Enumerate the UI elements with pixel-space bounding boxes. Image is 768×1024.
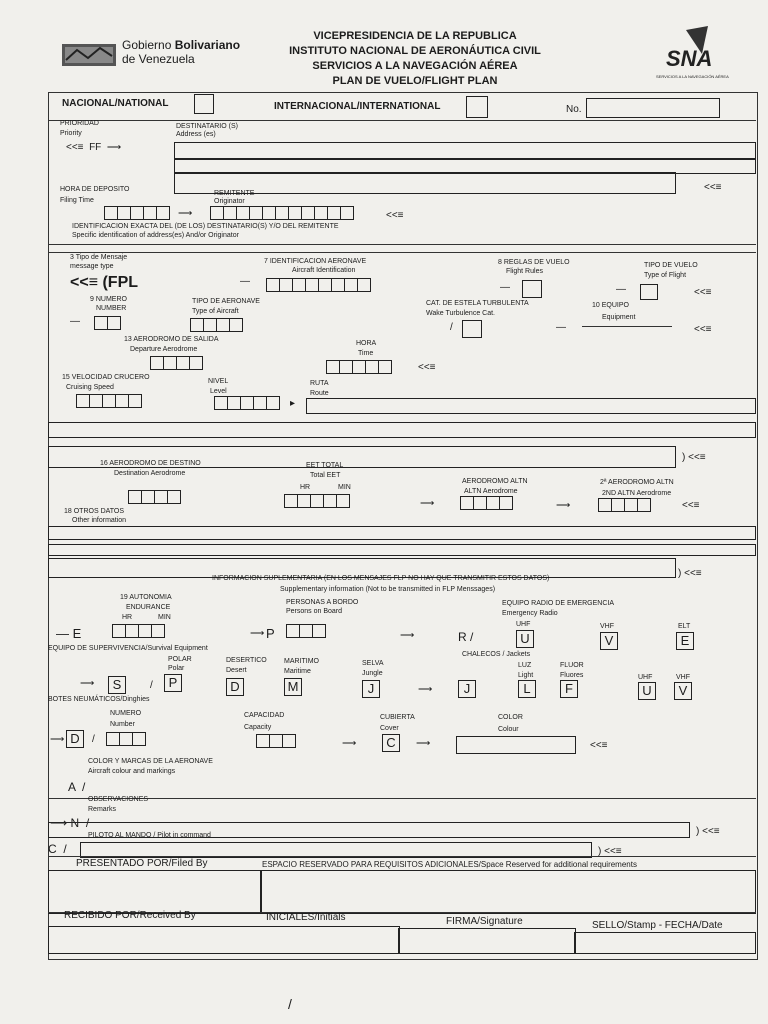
filed-by-label: PRESENTADO POR/Filed By	[76, 858, 208, 869]
title-line4: PLAN DE VUELO/FLIGHT PLAN	[332, 75, 498, 87]
radio-prefix: R /	[458, 630, 474, 644]
spec-label-en: Specific identification of address(es) And/or Originator	[72, 232, 239, 239]
originator-cells[interactable]	[210, 206, 353, 222]
survival-s-box[interactable]: S	[108, 676, 126, 694]
radio-elt-box[interactable]: E	[676, 632, 694, 650]
flight-type-box[interactable]	[640, 284, 658, 300]
altn-label: AERODROMO ALTN	[462, 478, 528, 485]
wake-label-en: Wake Turbulence Cat.	[426, 310, 495, 317]
number-label-9: 9 NUMERO	[90, 296, 127, 303]
aircraft-type-label-en: Type of Aircraft	[192, 308, 239, 315]
cover-label: CUBIERTA	[380, 714, 415, 721]
endurance-min: MIN	[158, 614, 171, 621]
gov-line2: de Venezuela	[122, 52, 195, 66]
route-label-en: Route	[310, 390, 329, 397]
equipment-label-en: Equipment	[602, 314, 636, 321]
speed-cells[interactable]	[76, 394, 141, 410]
desert-label-en: Desert	[226, 667, 247, 674]
radio-label-en: Emergency Radio	[502, 610, 558, 617]
endurance-label: 19 AUTONOMIA	[120, 594, 172, 601]
route-field-2[interactable]	[48, 422, 756, 438]
endurance-hr: HR	[122, 614, 133, 621]
desert-label: DESERTICO	[226, 657, 267, 664]
radio-vhf-label: VHF	[600, 623, 614, 630]
departure-cells[interactable]	[150, 356, 202, 372]
time-cells[interactable]	[326, 360, 391, 376]
stamp-label: SELLO/Stamp - FECHA/Date	[592, 920, 723, 931]
initials-label: INICIALES/Initials	[266, 912, 346, 923]
reserved-label: ESPACIO RESERVADO PARA REQUISITOS ADICIONALES/Space Reserved for additional requirements	[262, 860, 637, 869]
maritime-label: MARITIMO	[284, 658, 319, 665]
light-label-en: Light	[518, 672, 534, 679]
time-label: HORA	[356, 340, 377, 347]
cover-label-en: Cover	[380, 725, 399, 732]
priority-label-en: Priority	[60, 130, 82, 137]
svg-text:SNA: SNA	[666, 46, 713, 71]
other-info-field-1[interactable]	[48, 526, 756, 540]
light-box[interactable]: L	[518, 680, 536, 698]
aircraft-type-label: TIPO DE AERONAVE	[192, 298, 260, 305]
pilot-prefix: C /	[48, 842, 67, 856]
polar-label: POLAR	[168, 656, 192, 663]
addressee-label: DESTINATARIO (S)	[176, 123, 238, 130]
priority-label: PRIORIDAD	[60, 120, 99, 127]
jacket-vhf-box[interactable]: V	[674, 682, 692, 700]
other-info-label: 18 OTROS DATOS	[64, 508, 125, 515]
jungle-label: SELVA	[362, 660, 384, 667]
radio-uhf-label: UHF	[516, 621, 531, 628]
title-line1: VICEPRESIDENCIA DE LA REPUBLICA	[313, 30, 517, 42]
jacket-vhf-label: VHF	[676, 674, 690, 681]
altn2-label-en: 2ND ALTN Aerodrome	[602, 490, 672, 497]
destination-label-en: Destination Aerodrome	[114, 470, 186, 477]
aircraft-id-label: 7 IDENTIFICACION AERONAVE	[264, 258, 367, 265]
other-info-label-en: Other information	[72, 517, 127, 524]
jungle-box[interactable]: J	[362, 680, 380, 698]
other-info-field-2[interactable]	[48, 544, 756, 556]
flight-type-label: TIPO DE VUELO	[644, 262, 698, 269]
pob-cells[interactable]	[286, 624, 325, 640]
flight-rules-box[interactable]	[522, 280, 542, 298]
radio-label: EQUIPO RADIO DE EMERGENCIA	[502, 600, 615, 607]
endurance-prefix: — E	[56, 626, 82, 641]
survival-label: EQUIPO DE SUPERVIVENCIA/Survival Equipment	[48, 645, 208, 652]
colour-field[interactable]	[456, 736, 576, 754]
cover-box[interactable]: C	[382, 734, 400, 752]
light-label: LUZ	[518, 662, 532, 669]
equipment-line[interactable]	[582, 326, 672, 327]
received-by-field[interactable]	[48, 926, 400, 954]
jacket-uhf-box[interactable]: U	[638, 682, 656, 700]
signature-label: FIRMA/Signature	[446, 916, 523, 927]
number-label: No.	[566, 104, 582, 115]
jackets-box[interactable]: J	[458, 680, 476, 698]
filing-time-label-en: Filing Time	[60, 197, 94, 204]
filing-time-label: HORA DE DEPOSITO	[60, 186, 130, 193]
filed-by-field[interactable]	[48, 870, 262, 914]
pilot-label: PILOTO AL MANDO / Pilot in command	[88, 832, 211, 839]
maritime-box[interactable]: M	[284, 678, 302, 696]
aircraft-type-cells[interactable]	[190, 318, 242, 334]
capacity-label-en: Capacity	[244, 724, 272, 731]
eet-label: EET TOTAL	[306, 462, 344, 469]
national-label: NACIONAL/NATIONAL	[62, 98, 169, 109]
jackets-label: CHALECOS / Jackets	[462, 651, 531, 658]
addressee-label-en: Address (es)	[176, 131, 216, 138]
radio-elt-label: ELT	[678, 623, 691, 630]
eet-min: MIN	[338, 484, 351, 491]
remarks-label: OBSERVACIONES	[88, 796, 149, 803]
level-cells[interactable]	[214, 396, 279, 412]
speed-label-en: Cruising Speed	[66, 384, 114, 391]
sna-logo	[646, 24, 736, 78]
flight-type-label-en: Type of Flight	[644, 272, 687, 279]
reserved-field[interactable]	[260, 870, 756, 914]
dinghies-number-label-en: Number	[110, 721, 135, 728]
aircraft-colour-label: COLOR Y MARCAS DE LA AERONAVE	[88, 758, 213, 765]
eet-cells[interactable]	[284, 494, 349, 510]
radio-uhf-box[interactable]: U	[516, 630, 534, 648]
wake-label: CAT. DE ESTELA TURBULENTA	[426, 300, 529, 307]
altn-label-en: ALTN Aerodrome	[464, 488, 518, 495]
pob-letter: P	[266, 626, 275, 641]
pen-mark: /	[288, 996, 292, 1012]
msg-type-label: 3 Tipo de Mensaje	[70, 254, 128, 261]
government-logo	[62, 40, 116, 68]
sna-subtitle: SERVICIOS A LA NAVEGACIÓN AÉREA	[656, 74, 729, 79]
aircraft-colour-label-en: Aircraft colour and markings	[88, 768, 176, 775]
colour-label: COLOR	[498, 714, 523, 721]
international-checkbox[interactable]	[466, 96, 488, 118]
level-label-en: Level	[210, 388, 227, 395]
jungle-label-en: Jungle	[362, 670, 383, 677]
eet-label-en: Total EET	[310, 472, 341, 479]
ff-line: <<≡ FF ⟶	[66, 142, 122, 153]
remarks-label-en: Remarks	[88, 806, 117, 813]
flight-rules-label: 8 REGLAS DE VUELO	[498, 259, 570, 266]
remarks-prefix: ⟶ N /	[50, 816, 90, 830]
dinghies-d-box[interactable]: D	[66, 730, 84, 748]
dinghies-number-label: NUMERO	[110, 710, 142, 717]
altn2-cells[interactable]	[598, 498, 650, 514]
fluor-label-en: Fluores	[560, 672, 584, 679]
title-line2: INSTITUTO NACIONAL DE AERONÁUTICA CIVIL	[289, 45, 541, 57]
end-arrow-1: <<≡	[704, 182, 722, 193]
route-field-1[interactable]	[306, 398, 756, 414]
capacity-cells[interactable]	[256, 734, 295, 750]
flight-plan-form: Gobierno Bolivariano de Venezuela VICEPRESIDENCIA DE LA REPUBLICA INSTITUTO NACIONAL DE AERONÁUTICA CIVIL SERVICIOS A LA NAVEGACIÓN AÉREA PLAN DE VUELO/FLIGHT PLAN SNA SERVICIOS A LA NAVEGACIÓN AÉREA NACIONAL/NATIONAL INTERNACIONAL/INTERNATIONAL No. PRIORIDAD Priority DESTINATARIO (S) Address (es) <<≡ FF ⟶ <<≡ HORA DE DEPOSITO Filing Time REMITENTE Originator ⟶ <<≡ IDENTIFICACION EXACTA DEL (DE LOS) DESTINATARIO(S) Y/O DEL REMITENTE Specific identification of address(es) And/or Originator 3 Tipo de Mensaje message type <<≡ (FPL — 7 IDENTIFICACION AERONAVE Aircraft Identification 8 REGLAS DE VUELO Flight Rules — TIPO DE VUELO Type of Flight — <<≡ 9 NUMERO NUMBER — TIPO DE AERONAVE Type of Aircraft CAT. DE ESTELA TURBULENTA Wake Turbulence Cat. / — 10 EQUIPO Equipment <<≡ 13 AERODROMO DE SALIDA Departure Aerodrome HORA Time <<≡ 15 VELOCIDAD CRUCERO Cruising Speed NIVEL Level ▸ RUTA Route ) <<≡ 16 AERODROMO DE DESTINO Destination Aerodrome EET TOTAL Total EET HR MIN ⟶ AERODROMO ALTN ALTN Aerodrome ⟶ 2ª AERODROMO ALTN 2ND ALTN Aerodrome <<≡ 18 OTROS DATOS Other information ) <<≡ INFORMACION SUPLEMENTARIA (EN LOS MENSAJES FLP NO HAY QUE TRANSMITIR ESTOS DATOS) Supplementary information (Not to be transmitted in FLP Menssages) 19 AUTONOMIA ENDURANCE HR MIN — E ⟶ P PERSONAS A BORDO Persons on Board ⟶ R / EQUIPO RADIO DE EMERGENCIA Emergency Radio UHF U VHF V ELT E EQUIPO DE SUPERVIVENCIA/Survival Equipment POLAR Polar DESERTICO Desert MARITIMO Maritime SELVA Jungle CHALECOS / Jackets LUZ Light FLUOR Fluores UHF VHF ⟶ S / P D M J ⟶ J L F U V BOTES NEUMÁTICOS/Dinghies NUMERO Number CAPACIDAD Capacity CUBIERTA Cover COLOR Colour ⟶ D / ⟶ C ⟶ <<≡ COLOR Y MARCAS DE LA AERONAVE Aircraft colour and markings A / OBSERVACIONES Remarks ⟶ N / ) <<≡ PILOTO AL MANDO / Pilot in command C / ) <<≡ PRESENTADO POR/Filed By ESPACIO RESERVADO PARA REQUISITOS ADICIONALES/Space Reserved for additional requirements RECIBIDO POR/Received By INICIALES/Initials FIRMA/Signature SELLO/Stamp - FECHA/Date /	[0, 0, 768, 1024]
signature-field[interactable]	[398, 928, 576, 954]
equipment-label: 10 EQUIPO	[592, 302, 629, 309]
received-by-label: RECIBIDO POR/Received By	[64, 910, 196, 921]
route-label: RUTA	[310, 380, 329, 387]
eet-hr: HR	[300, 484, 311, 491]
dinghies-label: BOTES NEUMÁTICOS/Dinghies	[48, 696, 150, 703]
pob-label: PERSONAS A BORDO	[286, 599, 359, 606]
fpl-label: <<≡ (FPL	[70, 274, 139, 291]
aircraft-colour-prefix: A /	[68, 780, 86, 794]
time-label-en: Time	[358, 350, 374, 357]
number-cells[interactable]	[94, 316, 120, 332]
altn-cells[interactable]	[460, 496, 512, 512]
departure-label: 13 AERODROMO DE SALIDA	[124, 336, 219, 343]
desert-box[interactable]: D	[226, 678, 244, 696]
supp-info-label: INFORMACION SUPLEMENTARIA (EN LOS MENSAJES FLP NO HAY QUE TRANSMITIR ESTOS DATOS)	[212, 575, 550, 582]
spec-label: IDENTIFICACION EXACTA DEL (DE LOS) DESTINATARIO(S) Y/O DEL REMITENTE	[72, 223, 339, 230]
polar-box[interactable]: P	[164, 674, 182, 692]
title-line3: SERVICIOS A LA NAVEGACIÓN AÉREA	[312, 60, 518, 72]
speed-label: 15 VELOCIDAD CRUCERO	[62, 374, 150, 381]
altn2-label: 2ª AERODROMO ALTN	[600, 479, 674, 486]
international-label: INTERNACIONAL/INTERNATIONAL	[274, 101, 441, 112]
fluor-box[interactable]: F	[560, 680, 578, 698]
gov-line1: Gobierno Bolivariano	[122, 38, 241, 52]
flight-rules-label-en: Flight Rules	[506, 268, 543, 275]
number-field[interactable]	[586, 98, 720, 118]
destination-label: 16 AERODROMO DE DESTINO	[100, 460, 201, 467]
jacket-uhf-label: UHF	[638, 674, 653, 681]
supp-info-label-en: Supplementary information (Not to be transmitted in FLP Menssages)	[280, 586, 496, 593]
aircraft-id-cells[interactable]	[266, 278, 370, 294]
destination-cells[interactable]	[128, 490, 180, 506]
pob-label-en: Persons on Board	[286, 608, 343, 615]
fluor-label: FLUOR	[560, 662, 584, 669]
endurance-label-en: ENDURANCE	[126, 604, 171, 611]
maritime-label-en: Maritime	[284, 668, 311, 675]
national-checkbox[interactable]	[194, 94, 214, 114]
originator-label-en: Originator	[214, 198, 245, 205]
departure-label-en: Departure Aerodrome	[130, 346, 198, 353]
originator-label: REMITENTE	[214, 190, 255, 197]
filing-time-cells[interactable]	[104, 206, 169, 222]
wake-box[interactable]	[462, 320, 482, 338]
dinghies-number-cells[interactable]	[106, 732, 145, 748]
capacity-label: CAPACIDAD	[244, 712, 285, 719]
colour-label-en: Colour	[498, 726, 519, 733]
msg-type-label-en: message type	[70, 263, 114, 270]
number-label-9-en: NUMBER	[96, 305, 127, 312]
level-label: NIVEL	[208, 378, 229, 385]
aircraft-id-label-en: Aircraft Identification	[292, 267, 356, 274]
stamp-field[interactable]	[574, 932, 756, 954]
polar-label-en: Polar	[168, 665, 185, 672]
radio-vhf-box[interactable]: V	[600, 632, 618, 650]
endurance-cells[interactable]	[112, 624, 164, 640]
